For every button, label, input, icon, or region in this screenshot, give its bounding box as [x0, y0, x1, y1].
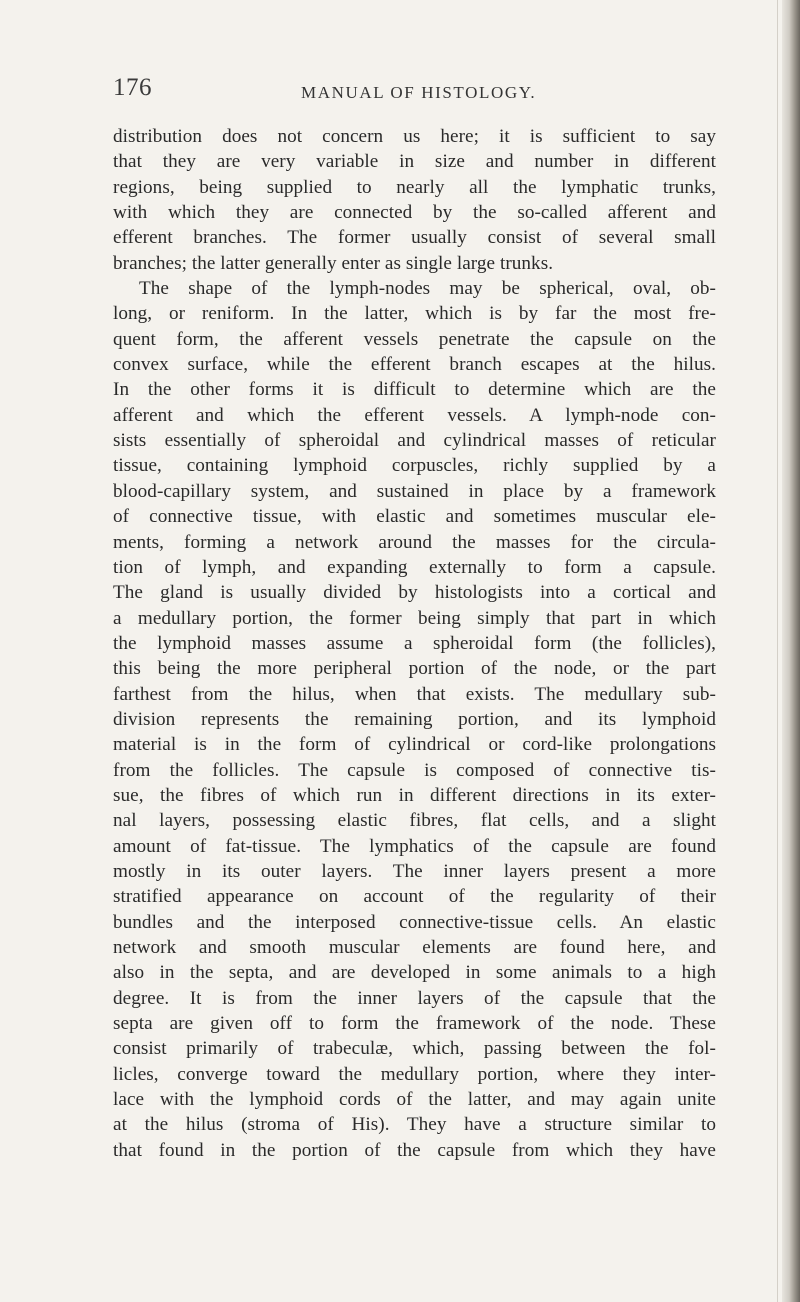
text-line: consist primarily of trabeculæ, which, passing between the fol- [113, 1038, 716, 1060]
text-line: blood-capillary system, and sustained in place by a framework [113, 480, 716, 502]
book-binding-edge [782, 0, 800, 1302]
text-line: from the follicles. The capsule is composed of connective tis- [113, 759, 716, 781]
text-line: tissue, containing lymphoid corpuscles, richly supplied by a [113, 455, 716, 477]
text-line: this being the more peripheral portion of the node, or the part [113, 658, 716, 680]
text-line: tion of lymph, and expanding externally to form a capsule. [113, 556, 716, 578]
text-line: regions, being supplied to nearly all the lymphatic trunks, [113, 176, 716, 198]
text-line: degree. It is from the inner layers of the capsule that the [113, 987, 716, 1009]
text-line: also in the septa, and are developed in some animals to a high [113, 962, 716, 984]
text-line: farthest from the hilus, when that exists. The medullary sub- [113, 683, 716, 705]
text-line: that found in the portion of the capsule from which they have [113, 1139, 716, 1161]
text-line: amount of fat-tissue. The lymphatics of the capsule are found [113, 835, 716, 857]
text-line: at the hilus (stroma of His). They have a structure similar to [113, 1114, 716, 1136]
text-line: bundles and the interposed connective-tissue cells. An elastic [113, 911, 716, 933]
text-line: stratified appearance on account of the regularity of their [113, 886, 716, 908]
text-line: sists essentially of spheroidal and cylindrical masses of reticular [113, 430, 716, 452]
text-line: In the other forms it is difficult to determine which are the [113, 379, 716, 401]
text-line: efferent branches. The former usually consist of several small [113, 227, 716, 249]
text-line: network and smooth muscular elements are found here, and [113, 937, 716, 958]
text-line: convex surface, while the efferent branch escapes at the hilus. [113, 354, 716, 376]
binding-shadow-line [777, 0, 778, 1302]
page-header [113, 74, 713, 108]
body-text [113, 124, 716, 1163]
text-line: nal layers, possessing elastic fibres, flat cells, and a slight [113, 810, 716, 832]
text-line: sue, the fibres of which run in different directions in its exter- [113, 784, 716, 806]
text-line: of connective tissue, with elastic and sometimes muscular ele- [113, 506, 716, 528]
text-line: afferent and which the efferent vessels. A lymph-node con- [113, 404, 716, 426]
text-line: branches; the latter generally enter as single large trunks. [113, 252, 554, 274]
paragraph-start-line: The shape of the lymph-nodes may be spherical, oval, ob- [139, 278, 716, 300]
text-line: material is in the form of cylindrical or cord-like prolongations [113, 734, 716, 756]
text-line: quent form, the afferent vessels penetrate the capsule on the [113, 328, 716, 350]
text-line: division represents the remaining portion, and its lymphoid [113, 708, 716, 730]
text-line: distribution does not concern us here; it is sufficient to say [113, 126, 716, 147]
text-line: the lymphoid masses assume a spheroidal form (the follicles), [113, 632, 716, 654]
text-line: that they are very variable in size and number in different [113, 151, 716, 173]
text-line: mostly in its outer layers. The inner layers present a more [113, 860, 716, 882]
text-line: licles, converge toward the medullary portion, where they inter- [113, 1063, 716, 1085]
page-number: 176 [113, 74, 152, 101]
text-line: septa are given off to form the framework of the node. These [113, 1013, 716, 1035]
text-line: lace with the lymphoid cords of the latter, and may again unite [113, 1089, 716, 1111]
text-line: a medullary portion, the former being simply that part in which [113, 607, 716, 629]
running-head: MANUAL OF HISTOLOGY. [301, 83, 537, 102]
text-line: long, or reniform. In the latter, which is by far the most fre- [113, 303, 716, 325]
text-line: The gland is usually divided by histologists into a cortical and [113, 582, 716, 604]
text-line: ments, forming a network around the masses for the circula- [113, 531, 716, 553]
text-line: with which they are connected by the so-called afferent and [113, 202, 716, 224]
